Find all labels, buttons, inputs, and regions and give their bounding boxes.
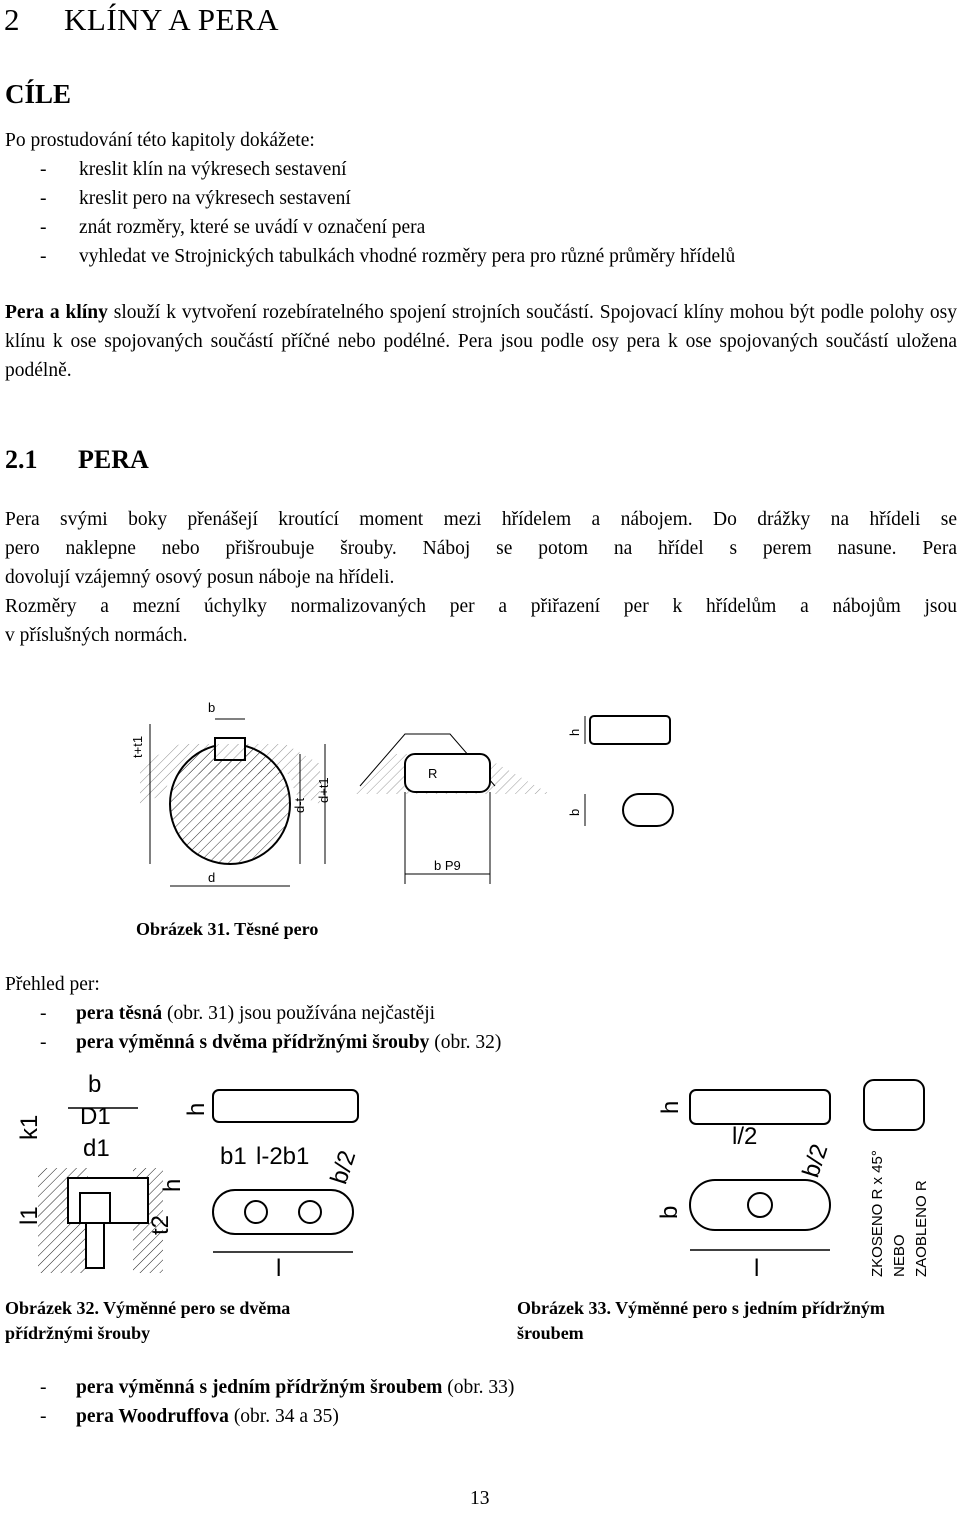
note-label: NEBO [891,1234,908,1277]
figure-33-caption: Obrázek 33. Výměnné pero s jedním přídržným šroubem [517,1298,885,1343]
dim-label: b1 [220,1143,247,1170]
goals-heading: CÍLE [5,79,72,109]
dim-label: b/2 [797,1140,834,1181]
figure-31-key-views [565,708,675,838]
dim-label: h [159,1178,186,1192]
list-item: - kreslit pero na výkresech sestavení [40,188,351,209]
list-item: - kreslit klín na výkresech sestavení [40,159,347,180]
dim-label: b [208,700,216,715]
overview-list [40,999,501,1057]
list-item: - vyhledat ve Strojnických tabulkách vhodné rozměry pera pro různé průměry hřídelů [40,246,736,267]
section-title: PERA [78,445,149,474]
dim-label: h [567,728,582,736]
dim-label: h [657,1100,684,1114]
dim-label: b [88,1071,102,1098]
figure-31-caption: Obrázek 31. Těsné pero [136,919,319,939]
dim-label: k1 [16,1114,43,1140]
overview-title: Přehled per: [5,974,100,995]
list-item: - pera výměnná s dvěma přídržnými šrouby (obr. 32) [40,1032,502,1053]
figure-31-drawing [110,694,570,894]
dim-label: d [208,870,216,885]
list-item: - pera výměnná s jedním přídržným šroubem (obr. 33) [40,1377,515,1398]
dim-label: b [567,808,582,816]
dim-label: d-t [292,797,307,813]
dim-label: l [276,1255,282,1282]
dim-label: b [656,1205,683,1219]
dim-label: l-2b1 [256,1143,310,1170]
list-item: - znát rozměry, které se uvádí v označení pera [40,217,426,238]
dim-label: t+t1 [130,735,145,758]
section-number: 2.1 [5,445,38,474]
page-number: 13 [470,1488,490,1509]
chapter-number: 2 [4,2,20,37]
intro-paragraph: Pera a klíny slouží k vytvoření rozebíratelného spojení strojních součástí. Spojovací klíny mohou být podle polohy osy klínu k ose spojovaných součástí příčné nebo podélné. Pera jsou podle osy pera k ose spojovaných součástí uložena podélně. [5,302,958,381]
section-heading [5,443,149,477]
pera-paragraph: Pera svými boky přenášejí kroutící moment mezi hřídelem a nábojem. Do drážky na hřídeli se pero naklepne nebo přišroubuje šrouby. Náboj se potom na hřídel s perem nasune. Pera dovolují vzájemný osový posun náboje na hřídeli. Rozměry a mezní úchylky normalizovaných per a přiřazení per k hřídelům a nábojům jsou v příslušných normách. [5,509,957,646]
list-item: - pera těsná (obr. 31) jsou používána nejčastěji [40,1003,436,1024]
goals-list [40,155,735,271]
dim-label: d1 [83,1135,110,1162]
figure-32-drawing [8,1068,368,1282]
figure-33-drawing [632,1072,950,1284]
note-label: ZAOBLENO R [913,1180,930,1277]
dim-label: l/2 [732,1123,758,1150]
dim-label: t2 [147,1214,174,1235]
dim-label: h [183,1102,210,1116]
figure-32-caption: Obrázek 32. Výměnné pero se dvěma přídržnými šrouby [5,1298,291,1343]
dim-label: D1 [80,1103,111,1130]
goals-intro: Po prostudování této kapitoly dokážete: [5,130,315,151]
chapter-heading [4,0,279,40]
chapter-title: KLÍNY A PERA [64,2,279,37]
more-list [40,1373,514,1431]
note-label: ZKOSENO R x 45° [869,1150,886,1277]
dim-label: R [428,766,438,781]
dim-label: b P9 [434,858,461,873]
dim-label: d+t1 [316,777,331,803]
list-item: - pera Woodruffova (obr. 34 a 35) [40,1406,339,1427]
dim-label: l [754,1255,760,1282]
dim-label: b/2 [325,1147,362,1188]
dim-label: l1 [16,1206,43,1225]
